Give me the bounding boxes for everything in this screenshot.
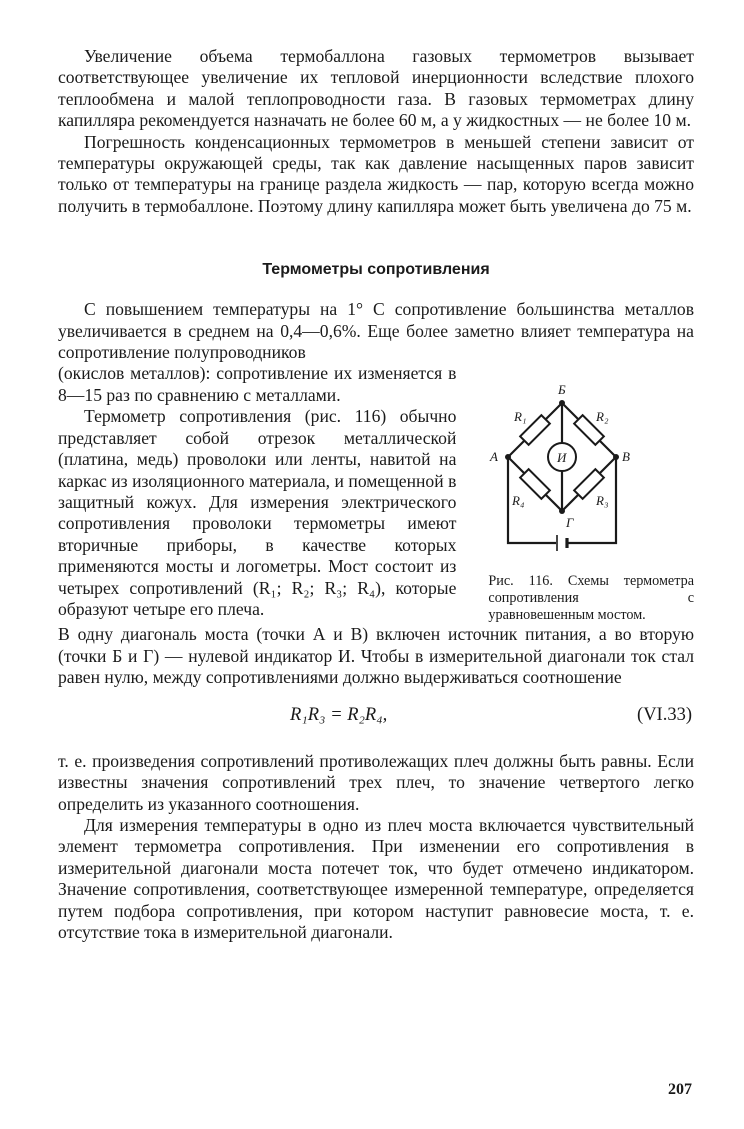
label-indicator: И bbox=[557, 450, 567, 466]
node-g bbox=[559, 508, 565, 514]
paragraph-equal-products: т. е. произведения сопротивлений противолежащих плеч должны быть равны. Если известны значения сопротивлений трех плеч, то значение четвертого легко определить из указанного соотношения. bbox=[58, 750, 694, 814]
figure-caption: Рис. 116. Схемы термометра сопротивления с уравновешенным мостом. bbox=[488, 573, 694, 624]
page-number: 207 bbox=[668, 1081, 692, 1098]
wrapped-text-column bbox=[58, 363, 456, 620]
text-figure-wrap bbox=[58, 363, 694, 624]
label-node-b: Б bbox=[558, 382, 567, 398]
label-node-v: В bbox=[622, 449, 631, 465]
equation-formula: R₁R₃ = R₂R₄, bbox=[290, 704, 388, 725]
paragraph-thermometer-wrapped: Термометр сопротивления (рис. 116) обычно представляет собой отрезок металлической (платина, медь) проволоки или ленты, навитой на каркас из изоляционного материала, и помещенной в защитный кожух. Для измерения электрического сопротивления проволоки термометры имеют вторичные приборы, в качестве которых применяются мосты и логометры. Мост состоит из четырех сопротивлений (R₁; R₂; R₃; R₄), которые образуют четыре его плеча. bbox=[58, 406, 457, 619]
label-r2: R₂ bbox=[596, 409, 609, 425]
node-b bbox=[559, 400, 565, 406]
paragraph-thermometer-full: В одну диагональ моста (точки А и В) включен источник питания, а во вторую (точки Б и Г) — нулевой индикатор И. Чтобы в измерительной диагонали ток стал равен нулю, между сопротивлениями должно выдерживаться соотношение bbox=[58, 624, 694, 688]
label-r3: R₃ bbox=[596, 493, 609, 509]
label-node-g: Г bbox=[566, 515, 574, 531]
resistor-r4 bbox=[521, 470, 551, 500]
wire-supply-right bbox=[568, 457, 616, 543]
equation-number: (VI.33) bbox=[637, 704, 692, 725]
figure-116 bbox=[474, 381, 694, 624]
paragraph-intro-wrapped: (окислов металлов): сопротивление их изменяется в 8—15 раз по сравнению с металлами. bbox=[58, 363, 457, 405]
label-r4: R₄ bbox=[512, 493, 525, 509]
equation-vi-33 bbox=[58, 703, 694, 733]
label-r1: R₁ bbox=[514, 409, 527, 425]
label-node-a: А bbox=[490, 449, 499, 465]
paragraph-intro-full: С повышением температуры на 1° С сопротивление большинства металлов увеличивается в среднем на 0,4—0,6%. Еще более заметно влияет температура на сопротивление полупроводников bbox=[58, 299, 694, 363]
node-a bbox=[505, 454, 511, 460]
paragraph-measurement: Для измерения температуры в одно из плеч моста включается чувствительный элемент термометра сопротивления. При изменении его сопротивления в измерительной диагонали моста потечет ток, что будет отмечено индикатором. Значение сопротивления, соответствующее измеренной температуре, определяется путем подбора сопротивления, при котором наступит равновесие моста, т. е. отсутствие тока в измерительной диагонали. bbox=[58, 814, 694, 942]
paragraph-gas-thermometers: Увеличение объема термобаллона газовых термометров вызывает соответствующее увеличение их тепловой инерционности вследствие плохого теплообмена и малой теплопроводности газа. В газовых термометрах длину капилляра рекомендуется назначать не более 60 м, а у жидкостных — не более 10 м. bbox=[58, 46, 694, 131]
section-title: Термометры сопротивления bbox=[262, 261, 490, 279]
node-v bbox=[613, 454, 619, 460]
paragraph-condensation-thermometers: Погрешность конденсационных термометров в меньшей степени зависит от температуры окружающей среды, так как давление насыщенных паров зависит только от температуры на границе раздела жидкость — пар, которую всегда можно получить в термобаллоне. Поэтому длину капилляра может быть увеличена до 75 м. bbox=[58, 131, 694, 216]
bridge-circuit-diagram bbox=[478, 381, 648, 559]
